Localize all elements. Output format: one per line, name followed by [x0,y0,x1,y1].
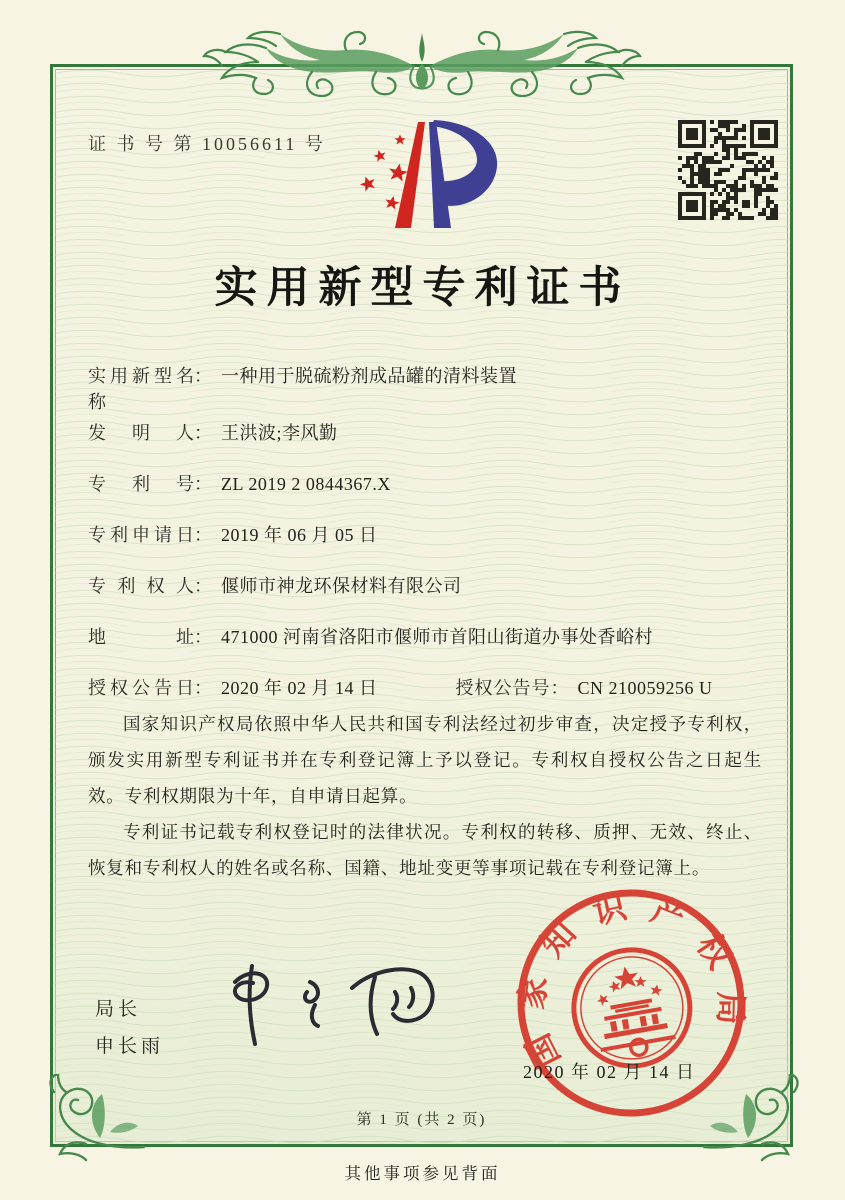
cnipa-patent-logo-icon [334,116,509,234]
field-label: 授权公告号 [455,678,551,698]
field-colon: ： [194,366,212,386]
field-colon: ： [550,678,569,698]
field-label: 实用新型名称 [88,366,194,412]
signature-icon [222,952,457,1052]
field-label: 地址 [88,627,194,647]
field-colon: ： [194,627,212,647]
certificate-fields [88,362,760,725]
page-number: 第 1 页 (共 2 页) [356,1112,487,1128]
field-label: 专利号 [88,474,194,494]
field-value: 王洪波;李风勤 [221,423,338,443]
field-label: 专利申请日 [88,525,194,545]
seal-text: 国家知识产权局 [514,889,748,1074]
legal-text [88,706,762,886]
field-label: 专利权人 [88,576,194,596]
field-value: 2019 年 06 月 05 日 [221,525,378,545]
legal-paragraph-1: 国家知识产权局依照中华人民共和国专利法经过初步审查，决定授予专利权，颁发实用新型专利证书并在专利登记簿上予以登记。专利权自授权公告之日起生效。专利权期限为十年，自申请日起算。 [88,714,762,806]
field-colon: ： [194,474,212,494]
seal-date: 2020 年 02 月 14 日 [523,1062,696,1082]
commissioner-title: 局长 [95,999,142,1020]
field-value: 偃师市神龙环保材料有限公司 [221,576,462,596]
field-utility-model-name [88,362,760,412]
field-grant-number [456,674,713,700]
field-inventor [88,419,760,443]
field-value: 一种用于脱硫粉剂成品罐的清料装置 [221,366,517,386]
certificate-title: 实用新型专利证书 [214,265,631,312]
field-colon: ： [194,576,212,596]
field-colon: ： [194,678,212,698]
field-value: CN 210059256 U [577,678,713,698]
certificate-number: 证 书 号 第 10056611 号 [88,134,326,154]
official-seal-icon [493,865,769,1141]
field-value: ZL 2019 2 0844367.X [221,474,391,494]
commissioner-name: 申长雨 [95,1036,165,1057]
field-colon: ： [194,525,212,545]
field-value: 2020 年 02 月 14 日 [221,678,378,698]
field-patentee [88,572,760,596]
field-value: 471000 河南省洛阳市偃师市首阳山街道办事处香峪村 [221,627,653,647]
qr-code [678,120,778,220]
field-patent-number [88,470,760,494]
field-label: 授权公告日 [88,678,194,698]
field-address [88,623,760,647]
back-note: 其他事项参见背面 [344,1164,501,1183]
field-filing-date [88,521,760,545]
national-emblem [565,941,699,1075]
field-label: 发明人 [88,423,194,443]
field-grant-date-and-number [88,674,760,698]
dragon-ornament-icon [162,28,682,104]
field-colon: ： [194,423,212,443]
legal-paragraph-2: 专利证书记载专利权登记时的法律状况。专利权的转移、质押、无效、终止、恢复和专利权人的姓名或名称、国籍、地址变更等事项记载在专利登记簿上。 [88,822,762,878]
